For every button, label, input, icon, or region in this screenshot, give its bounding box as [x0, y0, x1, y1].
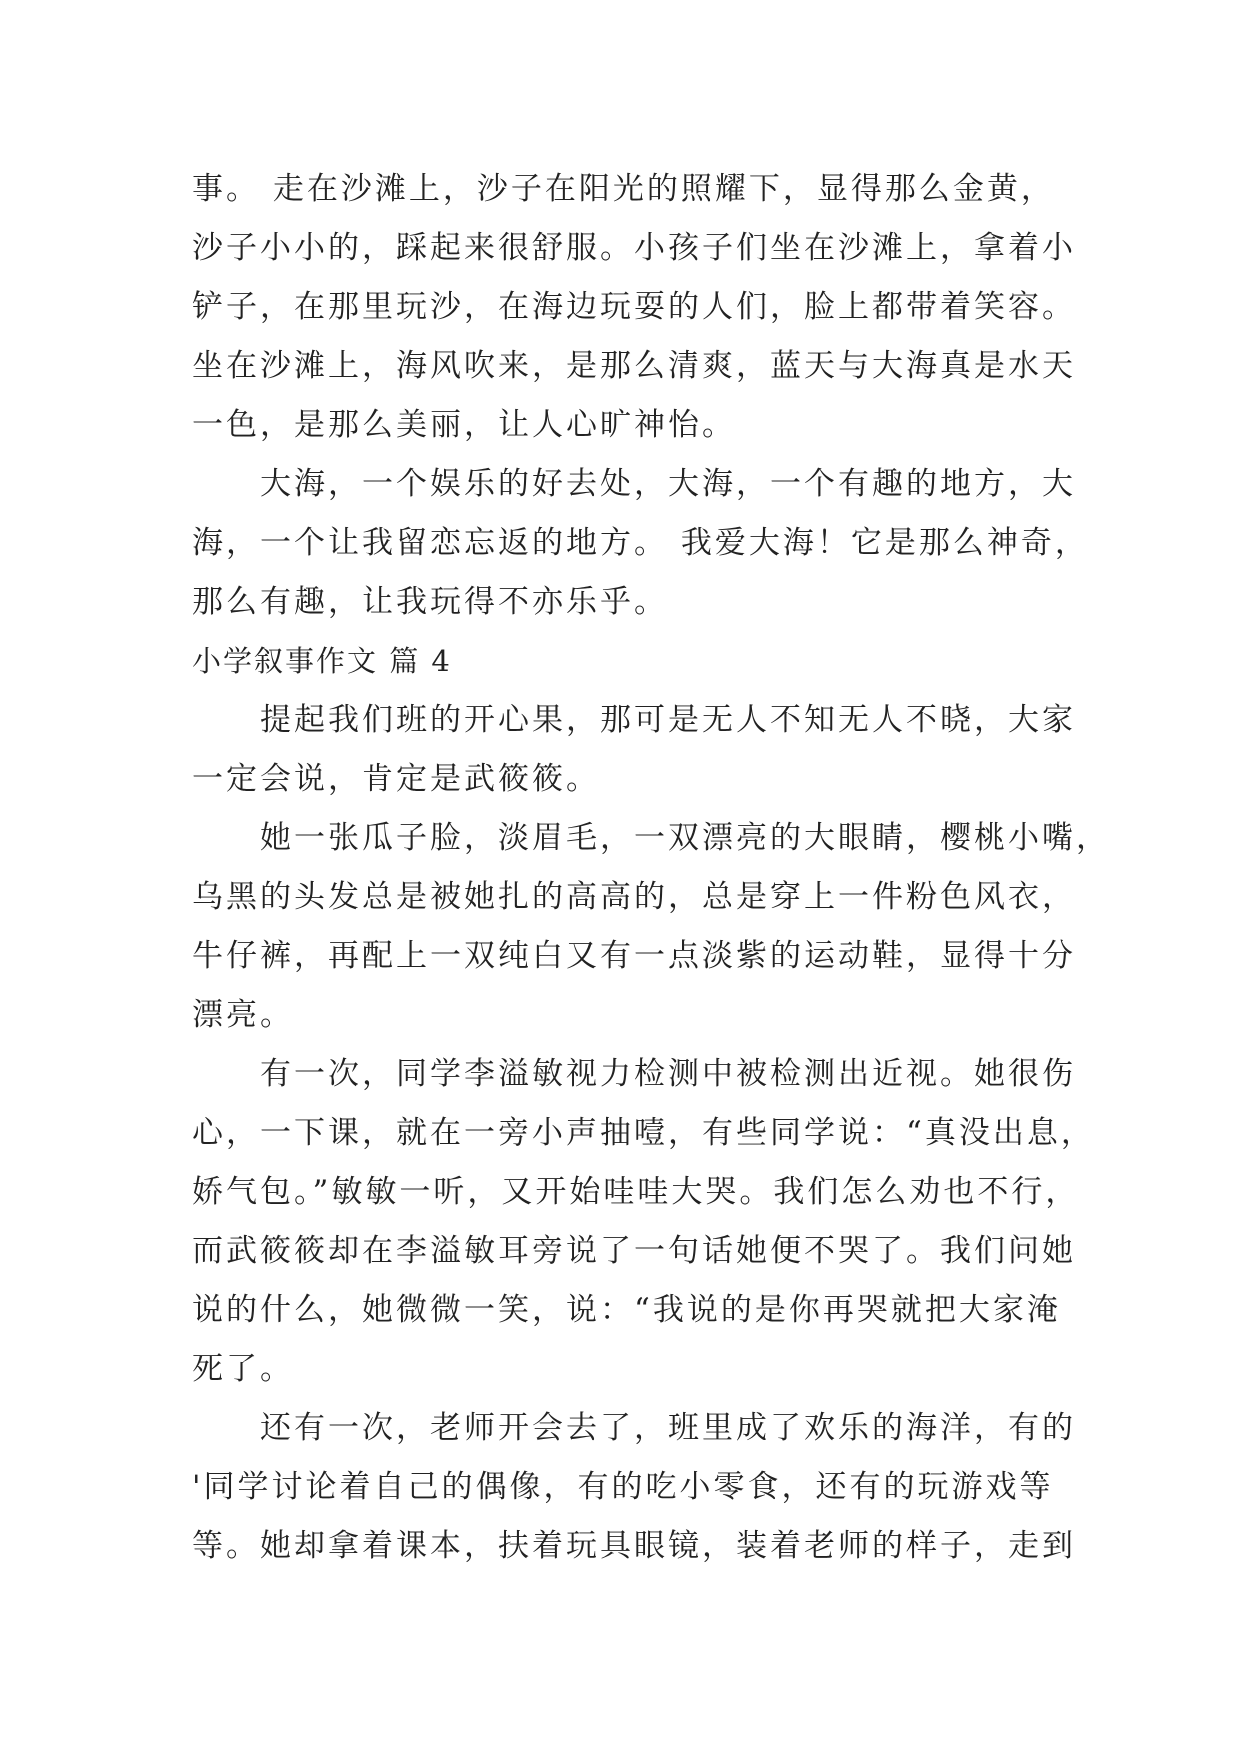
text-line: 等。她却拿着课本，扶着玩具眼镜，装着老师的样子，走到: [192, 1528, 1076, 1564]
text-line: 说的什么，她微微一笑，说：“我说的是你再哭就把大家淹: [192, 1292, 1061, 1328]
document-body: [192, 160, 1110, 1576]
text-line: 牛仔裤，再配上一双纯白又有一点淡紫的运动鞋，显得十分: [192, 938, 1076, 974]
text-line: 漂亮。: [192, 997, 294, 1033]
text-line: 娇气包。”敏敏一听，又开始哇哇大哭。我们怎么劝也不行，: [192, 1174, 1080, 1210]
text-line: 一定会说，肯定是武筱筱。: [192, 761, 600, 797]
text-line: 一色，是那么美丽，让人心旷神怡。: [192, 407, 736, 443]
paragraph: [192, 1399, 1076, 1576]
text-line: 坐在沙滩上，海风吹来，是那么清爽，蓝天与大海真是水天: [192, 348, 1076, 384]
paragraph: [192, 1045, 1095, 1399]
paragraph: [192, 809, 1110, 1045]
text-line: 乌黑的头发总是被她扎的高高的，总是穿上一件粉色风衣，: [192, 879, 1076, 915]
text-line: 事。 走在沙滩上，沙子在阳光的照耀下，显得那么金黄，: [192, 171, 1055, 207]
paragraph: [192, 691, 1076, 809]
text-line: 心，一下课，就在一旁小声抽噎，有些同学说：“真没出息，: [192, 1115, 1095, 1151]
text-line: 死了。: [192, 1351, 294, 1387]
text-line: 铲子，在那里玩沙，在海边玩耍的人们，脸上都带着笑容。: [192, 289, 1076, 325]
paragraph: [192, 455, 1089, 632]
text-line: 大海，一个娱乐的好去处，大海，一个有趣的地方，大: [260, 466, 1076, 502]
text-line: 沙子小小的，踩起来很舒服。小孩子们坐在沙滩上，拿着小: [192, 230, 1076, 266]
text-line: 而武筱筱却在李溢敏耳旁说了一句话她便不哭了。我们问她: [192, 1233, 1076, 1269]
text-line: 海，一个让我留恋忘返的地方。 我爱大海！它是那么神奇，: [192, 525, 1089, 561]
text-line: 提起我们班的开心果，那可是无人不知无人不晓，大家: [260, 702, 1076, 738]
text-line: 她一张瓜子脸，淡眉毛，一双漂亮的大眼睛，樱桃小嘴，: [260, 820, 1110, 856]
section-heading: 小学叙事作文 篇 4: [192, 644, 452, 678]
text-line: 那么有趣，让我玩得不亦乐乎。: [192, 584, 668, 620]
text-line: 有一次，同学李溢敏视力检测中被检测出近视。她很伤: [260, 1056, 1076, 1092]
text-line: 还有一次，老师开会去了，班里成了欢乐的海洋，有的: [260, 1410, 1076, 1446]
text-line: '同学讨论着自己的偶像，有的吃小零食，还有的玩游戏等: [192, 1469, 1054, 1505]
paragraph: [192, 160, 1076, 455]
